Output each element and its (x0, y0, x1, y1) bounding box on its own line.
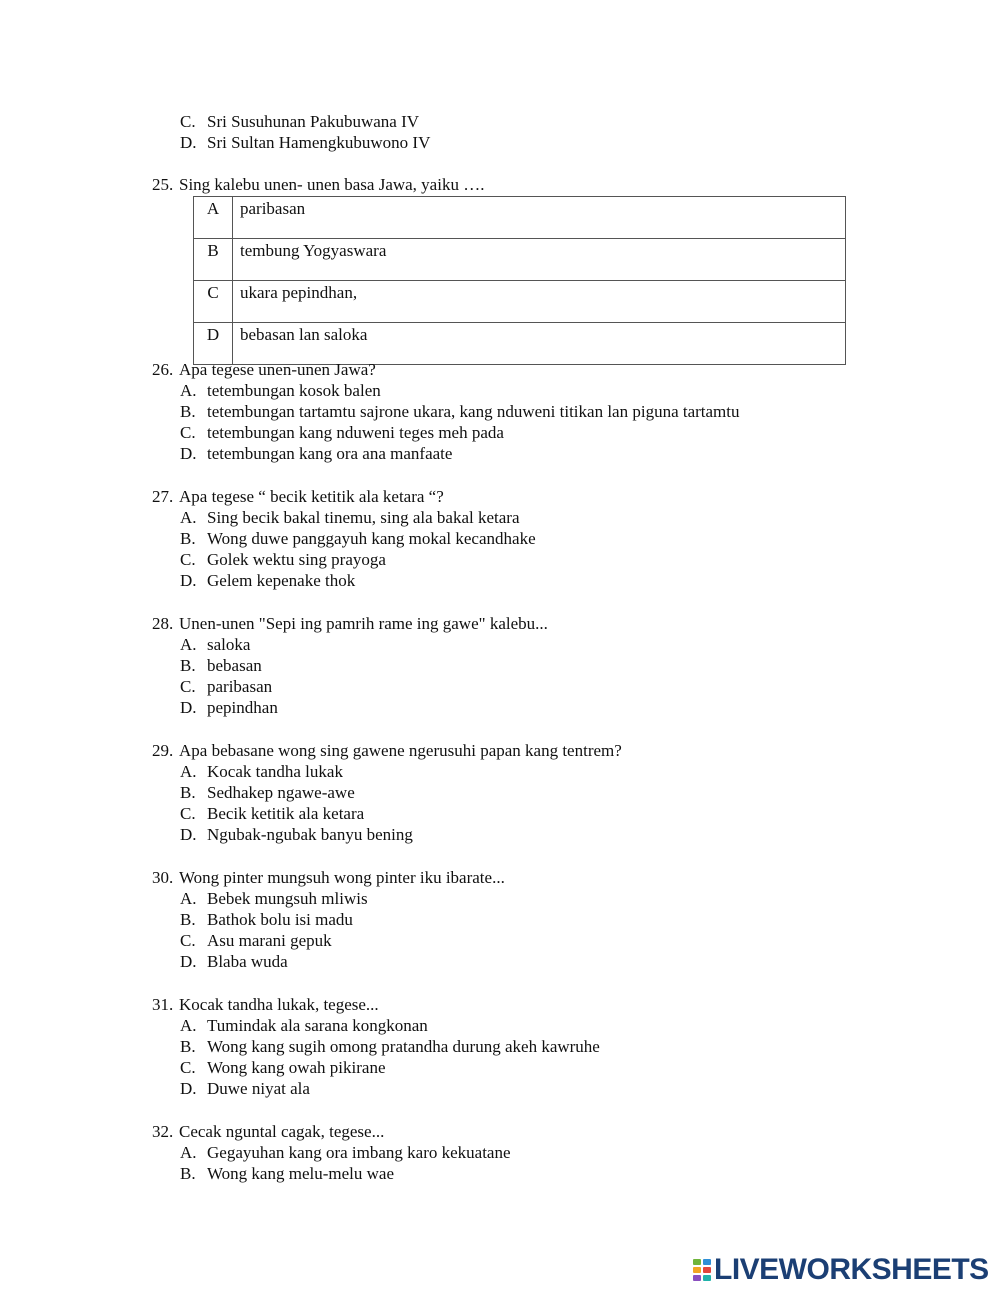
option-letter: A. (180, 635, 197, 654)
question-number: 31. (152, 995, 174, 1014)
table-answer-cell: tembung Yogyaswara (233, 239, 846, 281)
question-line (152, 174, 484, 195)
logo-tile (693, 1259, 701, 1265)
option-letter: A. (180, 762, 197, 781)
option-line (180, 655, 262, 676)
question-number: 29. (152, 741, 174, 760)
option-letter: B. (180, 1037, 196, 1056)
option-text: Kocak tandha lukak (207, 762, 343, 781)
option-letter: C. (180, 804, 196, 823)
option-letter: A. (180, 381, 197, 400)
option-line (180, 1015, 428, 1036)
option-letter: B. (180, 656, 196, 675)
option-text: Sri Sultan Hamengkubuwono IV (207, 133, 431, 152)
option-letter: D. (180, 444, 197, 463)
option-text: tetembungan tartamtu sajrone ukara, kang nduweni titikan lan piguna tartamtu (207, 402, 740, 421)
table-row (194, 197, 846, 239)
question-number: 30. (152, 868, 174, 887)
option-letter: C. (180, 550, 196, 569)
option-line (180, 507, 520, 528)
table-key-cell: A (194, 197, 233, 239)
option-line (180, 909, 353, 930)
question-number: 32. (152, 1122, 174, 1141)
option-text: Wong duwe panggayuh kang mokal kecandhake (207, 529, 536, 548)
question-number: 28. (152, 614, 174, 633)
option-text: Blaba wuda (207, 952, 288, 971)
option-line (180, 1142, 511, 1163)
question-text: Apa tegese “ becik ketitik ala ketara “? (179, 487, 444, 506)
option-text: pepindhan (207, 698, 278, 717)
question-number: 27. (152, 487, 174, 506)
question-line (152, 994, 379, 1015)
option-letter: D. (180, 698, 197, 717)
option-line (180, 930, 332, 951)
option-letter: C. (180, 677, 196, 696)
option-letter: C. (180, 1058, 196, 1077)
option-line (180, 761, 343, 782)
option-text: Wong kang sugih omong pratandha durung akeh kawruhe (207, 1037, 600, 1056)
option-text: Tumindak ala sarana kongkonan (207, 1016, 428, 1035)
option-line (180, 401, 740, 422)
option-letter: C. (180, 112, 196, 131)
table-row (194, 281, 846, 323)
table-row (194, 239, 846, 281)
table-answer-cell: ukara pepindhan, (233, 281, 846, 323)
option-line (180, 888, 368, 909)
option-text: bebasan (207, 656, 262, 675)
option-line (180, 549, 386, 570)
question-line (152, 613, 548, 634)
option-text: tetembungan kang ora ana manfaate (207, 444, 453, 463)
option-letter: C. (180, 423, 196, 442)
question-line (152, 486, 444, 507)
table-key-cell: C (194, 281, 233, 323)
question-text: Cecak nguntal cagak, tegese... (179, 1122, 385, 1141)
option-letter: A. (180, 889, 197, 908)
option-letter: B. (180, 910, 196, 929)
option-letter: D. (180, 825, 197, 844)
option-line (180, 132, 430, 153)
question-number: 25. (152, 175, 174, 194)
logo-tile (703, 1259, 711, 1265)
table-answer-cell: paribasan (233, 197, 846, 239)
logo-tile (703, 1267, 711, 1273)
question-line (152, 740, 622, 761)
question-text: Kocak tandha lukak, tegese... (179, 995, 379, 1014)
table-answer-cell: bebasan lan saloka (233, 323, 846, 365)
option-letter: D. (180, 1079, 197, 1098)
option-text: Golek wektu sing prayoga (207, 550, 386, 569)
question-text: Wong pinter mungsuh wong pinter iku ibarate... (179, 868, 505, 887)
option-text: Gelem kepenake thok (207, 571, 356, 590)
option-letter: C. (180, 931, 196, 950)
option-letter: B. (180, 783, 196, 802)
option-letter: D. (180, 952, 197, 971)
logo-tile (693, 1267, 701, 1273)
question-text: Apa tegese unen-unen Jawa? (179, 360, 376, 379)
option-text: Bebek mungsuh mliwis (207, 889, 368, 908)
option-text: Asu marani gepuk (207, 931, 332, 950)
option-line (180, 1078, 310, 1099)
option-line (180, 803, 364, 824)
option-line (180, 111, 419, 132)
option-line (180, 1036, 600, 1057)
option-text: Sedhakep ngawe-awe (207, 783, 355, 802)
option-line (180, 422, 504, 443)
question-text: Unen-unen "Sepi ing pamrih rame ing gawe" kalebu... (179, 614, 548, 633)
question-text: Sing kalebu unen- unen basa Jawa, yaiku …. (179, 175, 485, 194)
option-text: Sing becik bakal tinemu, sing ala bakal ketara (207, 508, 520, 527)
liveworksheets-wordmark: LIVEWORKSHEETS (714, 1253, 989, 1286)
liveworksheets-brand (692, 1253, 989, 1286)
option-letter: B. (180, 1164, 196, 1183)
option-line (180, 697, 278, 718)
question-line (152, 1121, 384, 1142)
option-line (180, 380, 381, 401)
option-letter: D. (180, 571, 197, 590)
option-line (180, 634, 250, 655)
option-letter: A. (180, 1143, 197, 1162)
option-line (180, 1057, 386, 1078)
option-line (180, 676, 272, 697)
question-line (152, 359, 376, 380)
option-letter: A. (180, 1016, 197, 1035)
logo-tile (703, 1275, 711, 1281)
option-text: tetembungan kang nduweni teges meh pada (207, 423, 504, 442)
option-line (180, 951, 288, 972)
option-text: Sri Susuhunan Pakubuwana IV (207, 112, 420, 131)
table-key-cell: B (194, 239, 233, 281)
option-line (180, 443, 452, 464)
option-text: Bathok bolu isi madu (207, 910, 353, 929)
question-line (152, 867, 505, 888)
option-letter: A. (180, 508, 197, 527)
option-line (180, 570, 355, 591)
liveworksheets-logo-icon (692, 1258, 712, 1282)
table-key-cell: D (194, 323, 233, 365)
option-text: Wong kang owah pikirane (207, 1058, 386, 1077)
option-text: Wong kang melu-melu wae (207, 1164, 394, 1183)
answer-table (193, 196, 846, 365)
option-text: Duwe niyat ala (207, 1079, 310, 1098)
option-line (180, 824, 413, 845)
option-text: saloka (207, 635, 251, 654)
option-letter: B. (180, 529, 196, 548)
question-number: 26. (152, 360, 174, 379)
question-text: Apa bebasane wong sing gawene ngerusuhi papan kang tentrem? (179, 741, 622, 760)
option-text: tetembungan kosok balen (207, 381, 381, 400)
option-text: Becik ketitik ala ketara (207, 804, 365, 823)
option-line (180, 1163, 394, 1184)
option-text: Gegayuhan kang ora imbang karo kekuatane (207, 1143, 511, 1162)
logo-tile (693, 1275, 701, 1281)
option-text: paribasan (207, 677, 273, 696)
option-text: Ngubak-ngubak banyu bening (207, 825, 413, 844)
option-line (180, 782, 355, 803)
option-letter: D. (180, 133, 197, 152)
option-letter: B. (180, 402, 196, 421)
option-line (180, 528, 536, 549)
